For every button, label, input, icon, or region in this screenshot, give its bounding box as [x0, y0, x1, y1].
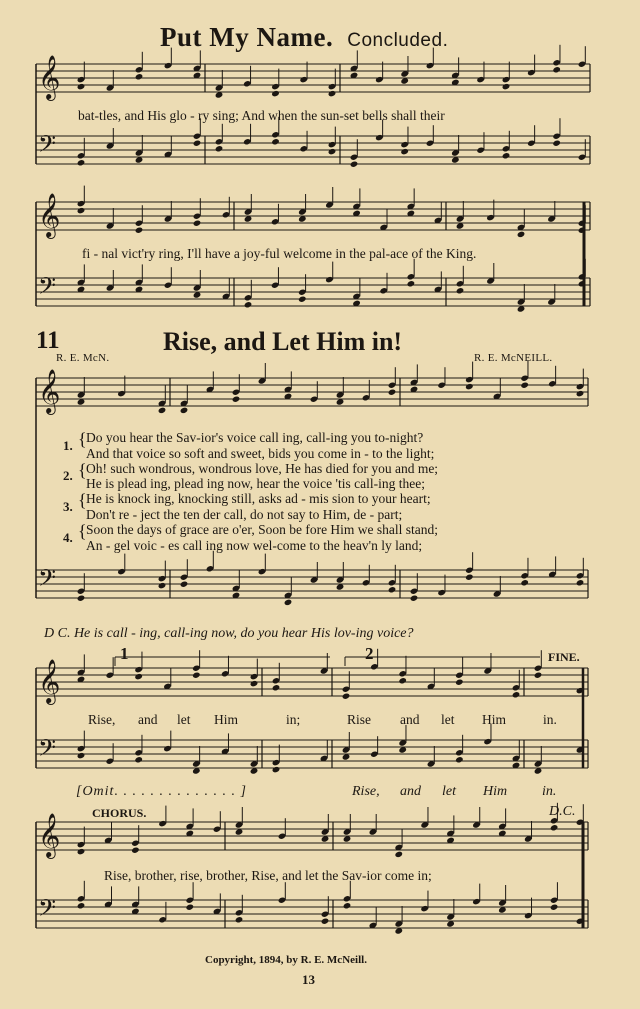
refrain-word: and [400, 712, 420, 727]
bass-clef-icon: 𝄢 [38, 894, 57, 927]
verse-number: 2. [63, 468, 73, 483]
note-head [576, 390, 585, 397]
treble-clef-icon: 𝄞 [38, 193, 61, 237]
note-head [298, 296, 307, 303]
note-head [271, 90, 280, 97]
note-head [465, 574, 474, 581]
note-head [77, 207, 86, 214]
note-head [552, 66, 561, 73]
verse-number: 1. [63, 438, 73, 453]
chorus-label: CHORUS. [92, 806, 147, 820]
refrain-word: let [177, 712, 191, 727]
note-head [520, 579, 529, 586]
omit-word: Him [483, 784, 508, 799]
second-ending-number: 2 [365, 644, 374, 663]
note-head [395, 851, 404, 858]
note-head [77, 902, 86, 909]
first-ending-number: 1 [120, 644, 129, 663]
music-credit: R. E. McNEILL. [474, 352, 553, 364]
song1-title: Put My Name. [160, 22, 334, 52]
note-head [193, 140, 202, 147]
note-head [232, 396, 241, 403]
dc-label: D.C. [549, 804, 576, 819]
note-head [456, 287, 465, 294]
verse-number: 4. [63, 530, 73, 545]
note-head [244, 301, 253, 308]
note-head [342, 693, 351, 700]
refrain-word: in; [286, 712, 301, 727]
note-head [465, 383, 474, 390]
omit-word: Rise, [352, 784, 380, 799]
verse-brace: { [78, 460, 87, 480]
song-title-rise: Rise, and Let Him in! [163, 327, 403, 356]
note-head [215, 145, 224, 152]
note-head [135, 227, 144, 234]
verse-line: Do you hear the Sav-ior's voice call ing, call-ing you to-night? [86, 430, 424, 445]
refrain-word: in. [543, 712, 557, 727]
omit-word: in. [542, 784, 557, 799]
note-head [410, 595, 419, 602]
verse-number: 3. [63, 499, 73, 514]
refrain-word: Him [214, 712, 239, 727]
refrain-word: Rise, [88, 712, 116, 727]
note-head [134, 673, 143, 680]
verse-brace: { [78, 429, 87, 449]
note-head [321, 918, 330, 925]
verse-line: Soon the days of grace are o'er, Soon be fore Him we shall stand; [86, 522, 439, 537]
fine-marking: FINE. [548, 650, 580, 664]
dc-lyric-line: D C. He is call - ing, call-ing now, do you hear His lov-ing voice? [44, 626, 414, 641]
chorus-lyric-line: Rise, brother, rise, brother, Rise, and let the Sav-ior come in; [104, 868, 432, 883]
verse-line: Oh! such wondrous, wondrous love, He has died for you and me; [86, 461, 439, 476]
note-head [455, 679, 464, 686]
note-head [250, 680, 259, 687]
note-head [388, 389, 397, 396]
note-head [77, 752, 86, 759]
note-head [272, 684, 281, 691]
song1-subtitle: Concluded. [347, 30, 449, 51]
note-head [512, 691, 521, 698]
note-head [550, 824, 559, 831]
note-head [502, 83, 511, 90]
note-head [398, 677, 407, 684]
copyright-notice: Copyright, 1894, by R. E. McNeill. [205, 954, 367, 966]
note-head [135, 73, 144, 80]
note-head [407, 280, 416, 287]
verse-line: He is knock ing, knocking still, asks ad - mis sion to your heart; [86, 491, 431, 506]
note-head [552, 140, 561, 147]
refrain-word: Him [482, 712, 507, 727]
note-head [534, 672, 543, 679]
note-head [517, 231, 526, 238]
song1-lyric-line-2: fi - nal vict'ry ring, I'll have a joy-ful welcome in the pal-ace of the King. [82, 246, 477, 261]
note-head [77, 848, 86, 855]
note-head [271, 138, 280, 145]
bass-clef-icon: 𝄢 [38, 272, 57, 305]
refrain-word: Rise [347, 712, 372, 727]
treble-clef-icon: 𝄞 [38, 369, 61, 413]
verse-line: And that voice so soft and sweet, bids you come in - to the light; [86, 446, 435, 461]
note-head [193, 220, 202, 227]
note-head [520, 382, 529, 389]
note-head [180, 407, 189, 414]
note-head [180, 581, 189, 588]
verse-line: An - gel voic - es call ing now wel-come to the heav'n ly land; [86, 538, 423, 553]
note-head [576, 579, 585, 586]
note-head [328, 90, 337, 97]
note-head [328, 148, 337, 155]
note-head [350, 161, 359, 168]
verse-line: Don't re - ject the ten der call, do not say to Him, de - part; [86, 507, 403, 522]
omit-word: let [442, 784, 456, 799]
note-head [158, 407, 167, 414]
verse-brace: { [78, 521, 87, 541]
note-head [158, 582, 167, 589]
verse-line: He is plead ing, plead ing now, hear the voice 'tis call-ing thee; [86, 476, 425, 491]
note-head [134, 756, 143, 763]
omit-line: [Omit. . . . . . . . . . . . . . ] [76, 784, 247, 799]
omit-word: and [400, 784, 421, 799]
note-head [77, 159, 86, 166]
verse-brace: { [78, 490, 87, 510]
note-head [77, 595, 86, 602]
note-head [455, 756, 464, 763]
note-head [235, 916, 244, 923]
note-head [186, 904, 195, 911]
bass-clef-icon: 𝄢 [38, 564, 57, 597]
hymn-number: 11 [36, 327, 60, 354]
note-head [272, 766, 281, 773]
note-head [77, 83, 86, 90]
note-head [284, 599, 293, 606]
bass-clef-icon: 𝄢 [38, 734, 57, 767]
treble-clef-icon: 𝄞 [38, 813, 61, 857]
page-number: 13 [302, 972, 315, 987]
note-head [388, 586, 397, 593]
treble-clef-icon: 𝄞 [38, 659, 61, 703]
note-head [400, 148, 409, 155]
bass-clef-icon: 𝄢 [38, 130, 57, 163]
note-head [343, 902, 352, 909]
refrain-word: and [138, 712, 158, 727]
note-head [502, 152, 511, 159]
note-head [550, 904, 559, 911]
refrain-word: let [441, 712, 455, 727]
words-credit: R. E. McN. [56, 352, 110, 364]
note-head [192, 672, 201, 679]
treble-clef-icon: 𝄞 [38, 55, 61, 99]
song1-lyric-line-1: bat-tles, and His glo - ry sing; And when the sun-set bells shall their [78, 108, 445, 123]
note-head [131, 847, 140, 854]
